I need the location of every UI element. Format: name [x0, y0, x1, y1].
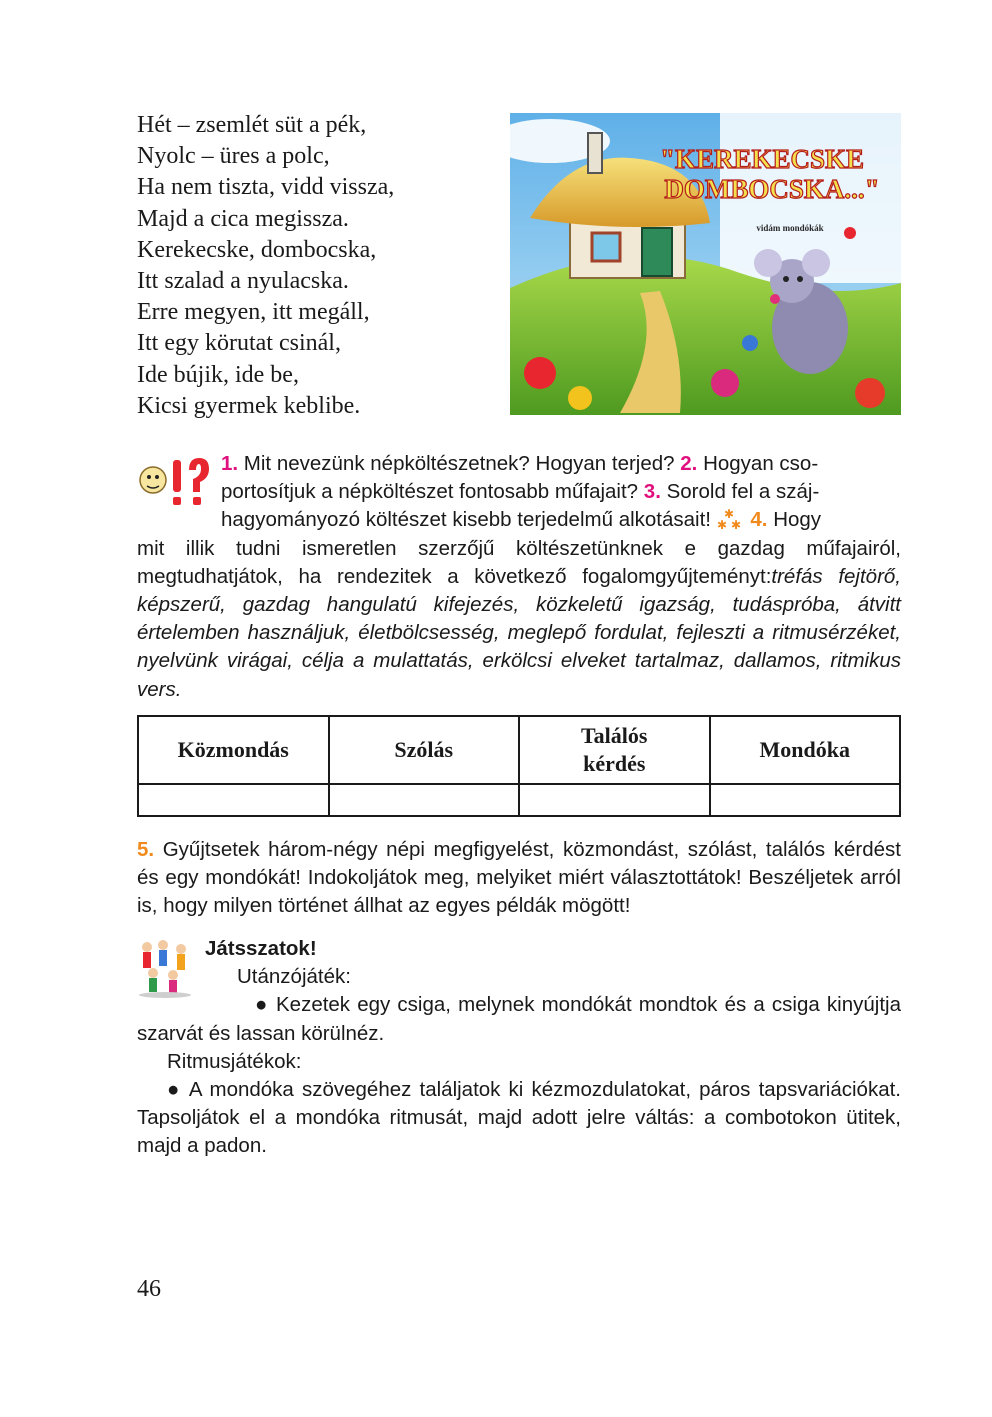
task-text: Gyűjtsetek három-négy népi megfigyelést, közmondást, szólást, találós kérdést és egy mondókát! Indokoljátok meg, melyiket miért választottátok! Beszéljetek arról is, hogy milyen történet állhat az egyes példák mögött!: [137, 838, 901, 918]
question-mark-icon: [137, 452, 211, 510]
table-header-row: [138, 716, 900, 784]
table-cell: [329, 784, 520, 816]
question-4-body: mit illik tudni ismeretlen szerzőjű költészetünknek e gazdag műfajairól, megtudhatjátok, ha rendezitek a következő fogalomgyűjteményt:: [137, 536, 901, 588]
header-text: Találós kérdés: [581, 723, 648, 776]
task-number: 5.: [137, 838, 155, 861]
question-text: hagyományozó költészet kisebb terjedelmű alkotásait!: [221, 508, 717, 532]
play-item-1: ● Kezetek egy csiga, melynek mondókát mondtok és a csiga kinyújtja szarvát és lassan körülnéz.: [137, 993, 901, 1045]
play-heading: Játsszatok!: [205, 937, 317, 960]
poem-line: Hét – zsemlét süt a pék,: [137, 112, 367, 138]
poem-line: Kicsi gyermek keblibe.: [137, 392, 361, 419]
poem-line: Ha nem tiszta, vidd vissza,: [137, 174, 395, 201]
table-header-kozmondas: Közmondás: [138, 716, 329, 784]
poem-line: Ide bújik, ide be,: [137, 361, 299, 388]
question-number: 2.: [680, 452, 698, 475]
question-text: Hogyan cso-: [697, 452, 819, 475]
question-text: Mit nevezünk népköltészetnek? Hogyan terjed?: [238, 452, 681, 475]
poem-line: Itt szalad a nyulacska.: [137, 268, 349, 295]
star-cluster-icon: [717, 508, 745, 530]
table-header-szolas: Szólás: [329, 716, 520, 784]
table-row: [138, 784, 900, 816]
task-5: [137, 836, 901, 921]
svg-text:✱: ✱: [730, 518, 741, 531]
poem: [137, 110, 497, 422]
questions-block: [137, 450, 901, 704]
dancing-children-icon: [137, 939, 195, 999]
question-text: Sorold fel a száj-: [660, 480, 820, 504]
play-sub-utanzojatek: Utánzójáték:: [237, 965, 351, 989]
table-cell: [519, 784, 710, 816]
poem-line: Majd a cica megissza.: [137, 205, 349, 232]
question-number: 3.: [643, 480, 661, 504]
page-number: 46: [137, 1276, 161, 1302]
table-cell: [710, 784, 901, 816]
table-header-talalos-kerdes: [519, 716, 710, 784]
cover-subtitle: vidám mondókák: [756, 223, 824, 233]
play-sub-ritmusjatekok: Ritmusjátékok:: [167, 1049, 302, 1073]
cover-art: [510, 113, 901, 415]
question-text: portosítjuk a népköltészet fontosabb műfajait?: [221, 480, 644, 504]
svg-text:✱: ✱: [723, 508, 734, 522]
play-item-2: ● A mondóka szövegéhez találjatok ki kézmozdulatokat, páros tapsvariációkat. Tapsoljátok el a mondóka ritmusát, majd adott jelre váltás: a combotokon ütitek, majd a padon.: [137, 1078, 901, 1158]
poem-line: Kerekecske, dombocska,: [137, 236, 377, 263]
question-number: 4.: [750, 508, 768, 532]
cover-title-line1: "KEREKECSKE: [659, 144, 865, 174]
poem-line: Nyolc – üres a polc,: [137, 143, 330, 170]
concept-list: tréfás fejtörő, képszerű, gazdag hangulatú kifejezés, közkeletű igazság, tudáspróba, átvitt értelemben használjuk, életbölcsesség, meglepő fordulat, fejleszti a ritmusérzéket, nyelvünk virágai, célja a mulattatás, erkölcsi elveket tartalmaz, dallamos, ritmikus vers.: [137, 564, 902, 701]
table-cell: [138, 784, 329, 816]
genre-table: [137, 715, 901, 817]
book-cover-illustration: [510, 113, 901, 415]
play-section: [137, 935, 901, 1161]
cover-title-line2: DOMBOCSKA...": [664, 174, 880, 204]
poem-line: Erre megyen, itt megáll,: [137, 299, 370, 326]
question-number: 1.: [221, 452, 239, 475]
svg-text:✱: ✱: [716, 518, 727, 531]
table-header-mondoka: Mondóka: [710, 716, 901, 784]
question-lines-1-3: 1. Mit nevezünk népköltészetnek? Hogyan terjed? 2. Hogyan cso- portosítjuk a népköltészet fontosabb műfajait? 3. Sorold fel a száj- hagyományozó költészet kisebb terjedelmű alkotásait! ✱ ✱ ✱ 4. Hogy: [221, 452, 822, 532]
poem-line: Itt egy körutat csinál,: [137, 330, 341, 357]
